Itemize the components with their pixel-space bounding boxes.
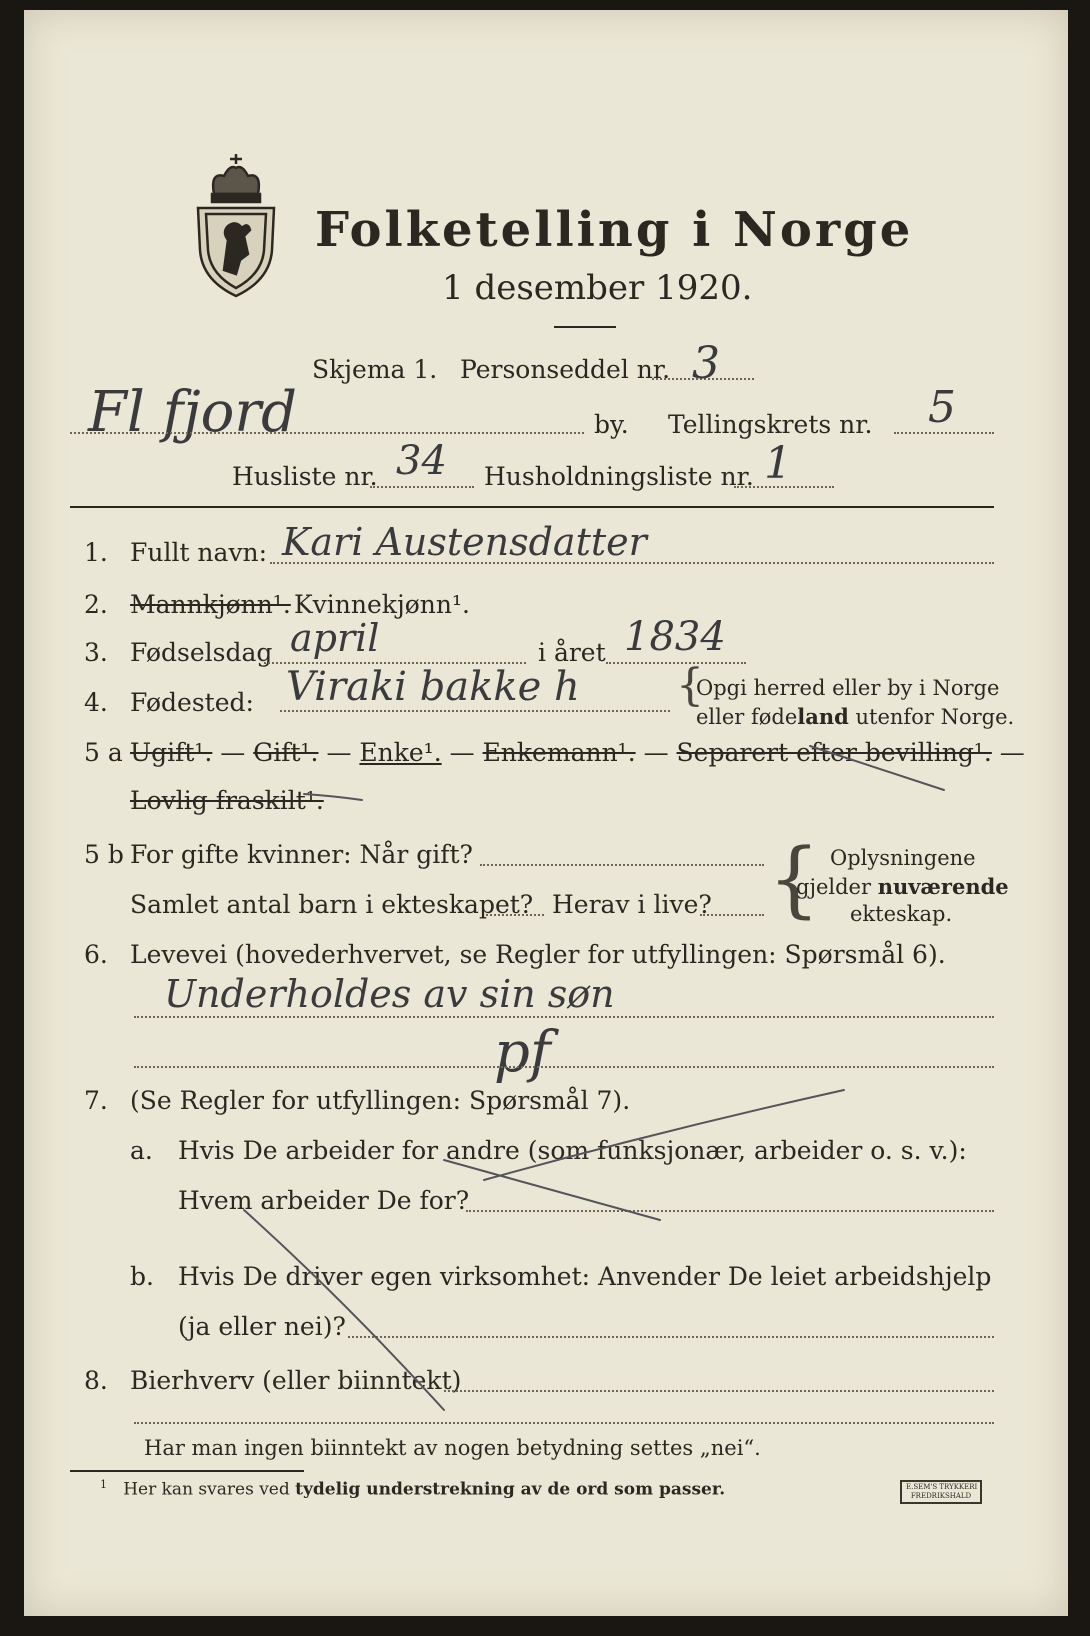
husliste-label: Husliste nr. — [232, 462, 378, 491]
q6-label: Levevei (hovederhvervet, se Regler for utfyllingen: Spørsmål 6). — [130, 940, 946, 969]
q5b-note-line2: gjelder nuværende — [796, 874, 1009, 899]
q5b-brace: { — [768, 832, 821, 927]
husholdning-value[interactable]: 1 — [764, 438, 792, 489]
strike-separert-stroke — [810, 746, 944, 790]
skjema-label: Skjema 1. — [312, 355, 438, 384]
q6-value[interactable]: Underholdes av sin søn — [164, 972, 615, 1016]
q8-label: Bierhverv (eller biinntekt) — [130, 1366, 462, 1395]
q5b-note-line1: Oplysningene — [830, 846, 976, 870]
q5b-children-label: Samlet antal barn i ekteskapet? — [130, 890, 534, 919]
q4-label: Fødested: — [130, 688, 254, 717]
personseddel-value[interactable]: 3 — [692, 338, 720, 389]
q5a-enke[interactable]: Enke¹. — [359, 738, 442, 767]
q1-value[interactable]: Kari Austensdatter — [282, 520, 647, 564]
q3-label: Fødselsdag — [130, 638, 273, 667]
personseddel-label: Personseddel nr. — [460, 355, 671, 384]
q5a-ugift[interactable]: Ugift¹. — [130, 738, 213, 767]
q4-value[interactable]: Viraki bakke h — [286, 664, 580, 710]
q2-female[interactable]: Kvinnekjønn¹. — [294, 590, 470, 619]
census-form — [24, 10, 1068, 1616]
footnote: $^1$ Her kan svares ved tydelig understrekning av de ord som passer. — [100, 1478, 726, 1500]
q5a-fraskilt[interactable]: Lovlig fraskilt¹. — [130, 786, 324, 815]
q2-male[interactable]: Mannkjønn¹. — [130, 590, 291, 619]
place-value[interactable]: Fl fjord — [88, 380, 297, 445]
q7a-letter: a. — [130, 1136, 153, 1165]
q5a-number: 5 a — [84, 738, 123, 767]
q4-note-line1: Opgi herred eller by i Norge — [696, 676, 1000, 700]
q7-label: (Se Regler for utfyllingen: Spørsmål 7). — [130, 1086, 631, 1115]
q5b-note-line3: ekteskap. — [850, 902, 953, 926]
husholdning-label: Husholdningsliste nr. — [484, 462, 754, 491]
cancel-stroke-7a — [444, 1160, 660, 1220]
q4-note-line2: eller fødeland utenfor Norge. — [696, 704, 1015, 729]
tellingskrets-value[interactable]: 5 — [928, 382, 956, 433]
strike-fraskilt-stroke — [304, 794, 362, 800]
q3-number: 3. — [84, 638, 108, 667]
q6-initials: pf — [494, 1020, 551, 1085]
q5a-gift[interactable]: Gift¹. — [253, 738, 319, 767]
q2-number: 2. — [84, 590, 108, 619]
q5a-options: Ugift¹. — Gift¹. — Enke¹. — Enkemann¹. — Separert efter bevilling¹. — — [130, 738, 1025, 767]
q7b-question: (ja eller nei)? — [178, 1312, 346, 1341]
q1-label: Fullt navn: — [130, 538, 268, 567]
by-label: by. — [594, 410, 629, 439]
q4-number: 4. — [84, 688, 108, 717]
q3-year-value[interactable]: 1834 — [624, 614, 726, 660]
q7b-letter: b. — [130, 1262, 154, 1291]
q8-note: Har man ingen biinntekt av nogen betydning settes „nei“. — [144, 1436, 761, 1460]
q3-day-value[interactable]: april — [290, 616, 380, 660]
q5a-separert[interactable]: Separert efter bevilling¹. — [676, 738, 992, 767]
printer-stamp: E.SEM'S TRYKKERI FREDRIKSHALD — [900, 1480, 982, 1504]
husliste-value[interactable]: 34 — [396, 438, 447, 484]
q7a-question: Hvem arbeider De for? — [178, 1186, 470, 1215]
form-date: 1 desember 1920. — [442, 268, 753, 308]
q7-number: 7. — [84, 1086, 108, 1115]
q4-brace: { — [676, 660, 704, 711]
q3-year-label: i året — [538, 638, 606, 667]
cancel-stroke-diagonal — [244, 1210, 444, 1410]
q1-number: 1. — [84, 538, 108, 567]
q8-number: 8. — [84, 1366, 108, 1395]
cancel-stroke-7-cross — [484, 1090, 844, 1180]
q7a-text: Hvis De arbeider for andre (som funksjonær, arbeider o. s. v.): — [178, 1136, 967, 1165]
q7b-text: Hvis De driver egen virksomhet: Anvender De leiet arbeidshjelp — [178, 1262, 992, 1291]
tellingskrets-label: Tellingskrets nr. — [668, 410, 873, 439]
q5b-label: For gifte kvinner: Når gift? — [130, 840, 473, 869]
form-title: Folketelling i Norge — [315, 202, 914, 258]
pen-strikes-overlay — [24, 10, 1068, 1616]
q5b-number: 5 b — [84, 840, 124, 869]
q5a-enkemann[interactable]: Enkemann¹. — [482, 738, 636, 767]
q5b-alive-label: Herav i live? — [552, 890, 712, 919]
q6-number: 6. — [84, 940, 108, 969]
